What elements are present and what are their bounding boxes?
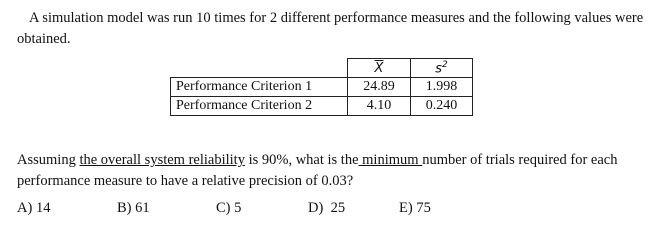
question-text: [17, 150, 657, 192]
choice-d[interactable]: [308, 200, 345, 217]
table-row: [171, 97, 473, 116]
variance-value: 0.240: [411, 97, 473, 116]
choice-value: 5: [234, 200, 242, 216]
choice-letter: D): [308, 200, 324, 216]
problem-intro: A simulation model was run 10 times for 2 different performance measures and the following values were obtained.: [17, 10, 644, 47]
choice-e[interactable]: [399, 200, 431, 217]
variance-header: [411, 59, 473, 78]
choice-letter: C): [216, 200, 231, 216]
variance-symbol-exponent: 2: [442, 59, 448, 70]
results-table: [170, 58, 473, 116]
choice-value: 14: [35, 200, 51, 216]
question-part-2: is 90%, what is the: [244, 152, 359, 168]
table-corner-cell: [171, 59, 348, 78]
table-row: [171, 78, 473, 97]
choice-value: 61: [135, 200, 150, 216]
mean-value: 24.89: [348, 78, 411, 97]
choice-letter: E): [399, 200, 413, 216]
question-part-3: number of trials required for each performance measure to have a relative precision of 0.03?: [17, 152, 618, 189]
mean-header: [348, 59, 411, 78]
choice-value: 25: [330, 200, 346, 216]
choice-letter: B): [117, 200, 132, 216]
choice-value: 75: [416, 200, 431, 216]
choice-c[interactable]: [216, 200, 241, 217]
choice-letter: A): [17, 200, 33, 216]
choice-b[interactable]: [117, 200, 150, 217]
variance-value: 1.998: [411, 78, 473, 97]
table-header-row: [171, 59, 473, 78]
row-label: Performance Criterion 2: [171, 97, 348, 116]
mean-value: 4.10: [348, 97, 411, 116]
mean-symbol: X: [374, 60, 384, 76]
answer-choices: [0, 200, 665, 222]
choice-a[interactable]: [17, 200, 50, 217]
question-part-1: Assuming: [17, 152, 80, 168]
question-underlined-minimum: minimum: [358, 152, 423, 168]
row-label: Performance Criterion 1: [171, 78, 348, 97]
variance-symbol-base: s: [435, 61, 443, 77]
question-underlined-reliability: the overall system reliability: [79, 152, 245, 168]
